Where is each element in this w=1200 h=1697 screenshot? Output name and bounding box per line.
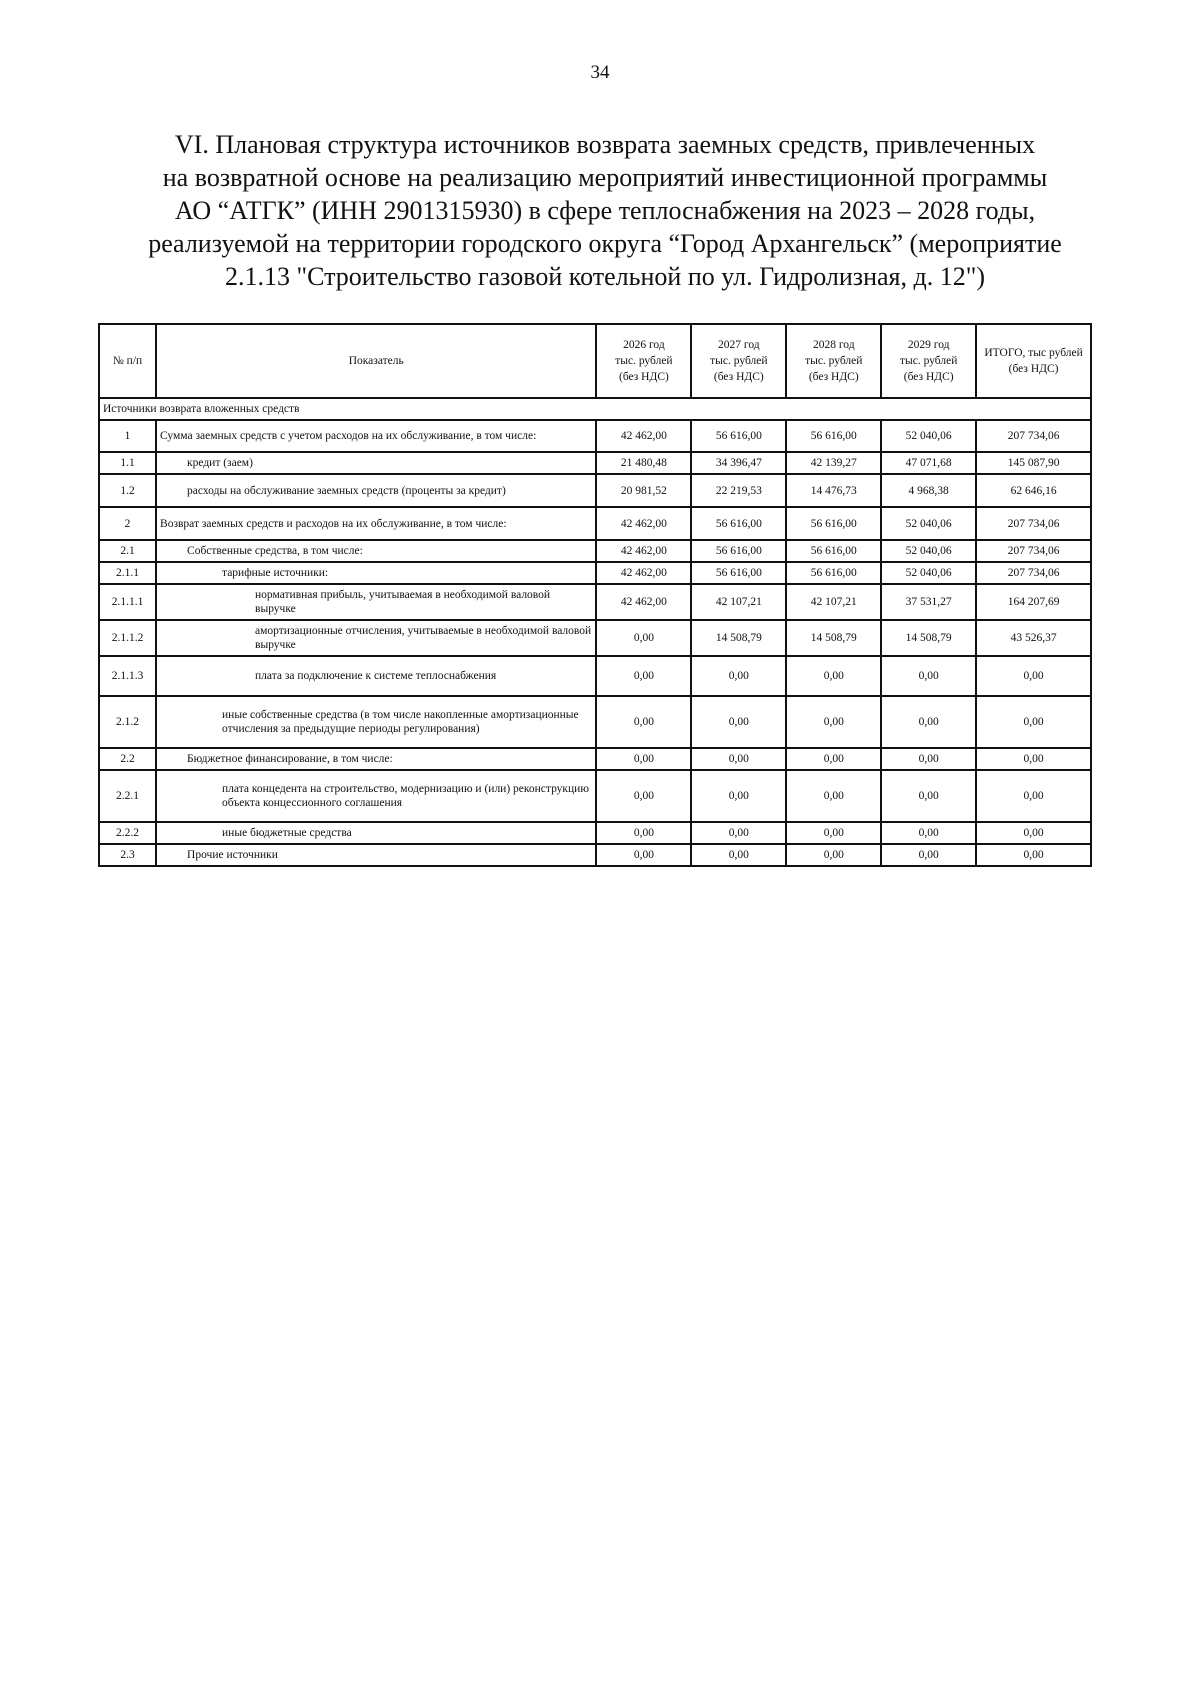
cell-2028: 42 139,27 bbox=[786, 452, 881, 474]
row-indicator: Сумма заемных средств с учетом расходов на их обслуживание, в том числе: bbox=[156, 420, 596, 452]
cell-2029: 52 040,06 bbox=[881, 540, 976, 562]
table-row bbox=[99, 584, 1091, 620]
header-line: 2028 год bbox=[812, 339, 855, 351]
cell-2028: 0,00 bbox=[786, 844, 881, 866]
header-2027 bbox=[691, 324, 786, 398]
cell-2026: 0,00 bbox=[596, 656, 691, 696]
cell-total: 207 734,06 bbox=[976, 420, 1091, 452]
title-line: АО “АТГК” (ИНН 2901315930) в сфере теплоснабжения на 2023 – 2028 годы, bbox=[174, 196, 1036, 225]
row-num: 2 bbox=[99, 507, 156, 540]
cell-2026: 0,00 bbox=[596, 620, 691, 656]
table-row bbox=[99, 474, 1091, 507]
header-indicator: Показатель bbox=[156, 324, 596, 398]
table-row bbox=[99, 822, 1091, 844]
cell-2028: 0,00 bbox=[786, 748, 881, 770]
cell-2026: 42 462,00 bbox=[596, 562, 691, 584]
row-indicator: Бюджетное финансирование, в том числе: bbox=[156, 748, 596, 770]
row-indicator: плата концедента на строительство, модернизацию и (или) реконструкцию объекта концессионного соглашения bbox=[156, 770, 596, 822]
funding-sources-table bbox=[98, 323, 1092, 867]
cell-2027: 22 219,53 bbox=[691, 474, 786, 507]
row-num: 2.2 bbox=[99, 748, 156, 770]
cell-2029: 0,00 bbox=[881, 822, 976, 844]
cell-2028: 56 616,00 bbox=[786, 420, 881, 452]
cell-2028: 42 107,21 bbox=[786, 584, 881, 620]
cell-2027: 34 396,47 bbox=[691, 452, 786, 474]
row-num: 2.1.1.1 bbox=[99, 584, 156, 620]
cell-2028: 56 616,00 bbox=[786, 562, 881, 584]
row-num: 2.2.2 bbox=[99, 822, 156, 844]
table-row bbox=[99, 656, 1091, 696]
table-row bbox=[99, 696, 1091, 748]
header-line: (без НДС) bbox=[618, 371, 669, 383]
cell-total: 164 207,69 bbox=[976, 584, 1091, 620]
cell-2027: 0,00 bbox=[691, 844, 786, 866]
header-line: тыс. рублей bbox=[615, 355, 673, 367]
cell-2026: 42 462,00 bbox=[596, 584, 691, 620]
cell-2029: 0,00 bbox=[881, 656, 976, 696]
table-header-row bbox=[99, 324, 1091, 398]
cell-total: 62 646,16 bbox=[976, 474, 1091, 507]
cell-2026: 0,00 bbox=[596, 822, 691, 844]
title-line: VI. Плановая структура источников возврата заемных средств, привлеченных bbox=[174, 130, 1036, 159]
row-indicator: Прочие источники bbox=[156, 844, 596, 866]
header-line: 2029 год bbox=[907, 339, 950, 351]
title-line: на возвратной основе на реализацию мероприятий инвестиционной программы bbox=[162, 163, 1048, 192]
cell-total: 207 734,06 bbox=[976, 562, 1091, 584]
table-row bbox=[99, 452, 1091, 474]
row-num: 1.1 bbox=[99, 452, 156, 474]
cell-2027: 14 508,79 bbox=[691, 620, 786, 656]
cell-2027: 56 616,00 bbox=[691, 420, 786, 452]
cell-2028: 0,00 bbox=[786, 656, 881, 696]
row-indicator: плата за подключение к системе теплоснабжения bbox=[156, 656, 596, 696]
section-row bbox=[99, 398, 1091, 420]
header-2026 bbox=[596, 324, 691, 398]
cell-2029: 0,00 bbox=[881, 844, 976, 866]
row-indicator: кредит (заем) bbox=[156, 452, 596, 474]
header-line: (без НДС) bbox=[713, 371, 764, 383]
header-num: № п/п bbox=[99, 324, 156, 398]
header-line: тыс. рублей bbox=[899, 355, 958, 367]
cell-total: 0,00 bbox=[976, 748, 1091, 770]
cell-2026: 0,00 bbox=[596, 844, 691, 866]
cell-2029: 14 508,79 bbox=[881, 620, 976, 656]
cell-total: 43 526,37 bbox=[976, 620, 1091, 656]
cell-2029: 47 071,68 bbox=[881, 452, 976, 474]
cell-2027: 0,00 bbox=[691, 696, 786, 748]
row-num: 2.3 bbox=[99, 844, 156, 866]
cell-total: 0,00 bbox=[976, 656, 1091, 696]
header-line: (без НДС) bbox=[903, 371, 954, 383]
cell-2028: 0,00 bbox=[786, 822, 881, 844]
cell-2026: 0,00 bbox=[596, 770, 691, 822]
row-num: 2.1.2 bbox=[99, 696, 156, 748]
cell-2026: 42 462,00 bbox=[596, 420, 691, 452]
section-row-title: Источники возврата вложенных средств bbox=[99, 398, 1091, 420]
cell-2029: 0,00 bbox=[881, 770, 976, 822]
header-line: тыс. рублей bbox=[710, 355, 768, 367]
row-indicator: иные собственные средства (в том числе накопленные амортизационные отчисления за предыдущие периоды регулирования) bbox=[156, 696, 596, 748]
row-num: 2.2.1 bbox=[99, 770, 156, 822]
cell-2029: 4 968,38 bbox=[881, 474, 976, 507]
header-line: 2026 год bbox=[623, 339, 665, 351]
cell-2029: 52 040,06 bbox=[881, 420, 976, 452]
row-indicator: Собственные средства, в том числе: bbox=[156, 540, 596, 562]
header-line: (без НДС) bbox=[808, 371, 859, 383]
cell-2027: 56 616,00 bbox=[691, 507, 786, 540]
row-num: 1 bbox=[99, 420, 156, 452]
section-title bbox=[90, 128, 1120, 293]
row-num: 2.1 bbox=[99, 540, 156, 562]
row-num: 2.1.1 bbox=[99, 562, 156, 584]
cell-2027: 0,00 bbox=[691, 656, 786, 696]
cell-2026: 42 462,00 bbox=[596, 507, 691, 540]
row-indicator: Возврат заемных средств и расходов на их обслуживание, в том числе: bbox=[156, 507, 596, 540]
page-number: 34 bbox=[590, 62, 610, 83]
row-num: 1.2 bbox=[99, 474, 156, 507]
table-row bbox=[99, 507, 1091, 540]
header-line: (без НДС) bbox=[1008, 363, 1059, 375]
header-2028 bbox=[786, 324, 881, 398]
header-line: ИТОГО, тыс рублей bbox=[984, 347, 1083, 359]
header-line: тыс. рублей bbox=[805, 355, 863, 367]
cell-2028: 56 616,00 bbox=[786, 540, 881, 562]
cell-2026: 21 480,48 bbox=[596, 452, 691, 474]
cell-2028: 56 616,00 bbox=[786, 507, 881, 540]
header-line: 2027 год bbox=[718, 339, 760, 351]
cell-total: 0,00 bbox=[976, 696, 1091, 748]
table-row bbox=[99, 420, 1091, 452]
cell-2028: 14 476,73 bbox=[786, 474, 881, 507]
row-indicator: нормативная прибыль, учитываемая в необходимой валовой выручке bbox=[156, 584, 596, 620]
table-row bbox=[99, 540, 1091, 562]
cell-2026: 20 981,52 bbox=[596, 474, 691, 507]
table-row bbox=[99, 620, 1091, 656]
cell-2026: 0,00 bbox=[596, 748, 691, 770]
title-line: 2.1.13 "Строительство газовой котельной по ул. Гидролизная, д. 12") bbox=[225, 262, 985, 291]
header-2029 bbox=[881, 324, 976, 398]
cell-2027: 0,00 bbox=[691, 822, 786, 844]
cell-2026: 42 462,00 bbox=[596, 540, 691, 562]
row-num: 2.1.1.3 bbox=[99, 656, 156, 696]
table-row bbox=[99, 844, 1091, 866]
cell-total: 0,00 bbox=[976, 770, 1091, 822]
cell-2027: 42 107,21 bbox=[691, 584, 786, 620]
table-row bbox=[99, 770, 1091, 822]
cell-2028: 0,00 bbox=[786, 696, 881, 748]
cell-total: 0,00 bbox=[976, 844, 1091, 866]
title-line: реализуемой на территории городского округа “Город Архангельск” (мероприятие bbox=[148, 229, 1062, 258]
cell-2027: 0,00 bbox=[691, 770, 786, 822]
table-row bbox=[99, 562, 1091, 584]
cell-2029: 0,00 bbox=[881, 748, 976, 770]
cell-2029: 52 040,06 bbox=[881, 507, 976, 540]
cell-total: 207 734,06 bbox=[976, 507, 1091, 540]
cell-2028: 14 508,79 bbox=[786, 620, 881, 656]
row-indicator: расходы на обслуживание заемных средств (проценты за кредит) bbox=[156, 474, 596, 507]
row-indicator: амортизационные отчисления, учитываемые в необходимой валовой выручке bbox=[156, 620, 596, 656]
cell-2029: 0,00 bbox=[881, 696, 976, 748]
cell-2027: 0,00 bbox=[691, 748, 786, 770]
row-num: 2.1.1.2 bbox=[99, 620, 156, 656]
cell-total: 207 734,06 bbox=[976, 540, 1091, 562]
cell-2026: 0,00 bbox=[596, 696, 691, 748]
row-indicator: тарифные источники: bbox=[156, 562, 596, 584]
cell-2027: 56 616,00 bbox=[691, 562, 786, 584]
table-row bbox=[99, 748, 1091, 770]
cell-2028: 0,00 bbox=[786, 770, 881, 822]
cell-total: 0,00 bbox=[976, 822, 1091, 844]
header-total bbox=[976, 324, 1091, 398]
cell-2029: 37 531,27 bbox=[881, 584, 976, 620]
cell-2027: 56 616,00 bbox=[691, 540, 786, 562]
row-indicator: иные бюджетные средства bbox=[156, 822, 596, 844]
cell-2029: 52 040,06 bbox=[881, 562, 976, 584]
cell-total: 145 087,90 bbox=[976, 452, 1091, 474]
